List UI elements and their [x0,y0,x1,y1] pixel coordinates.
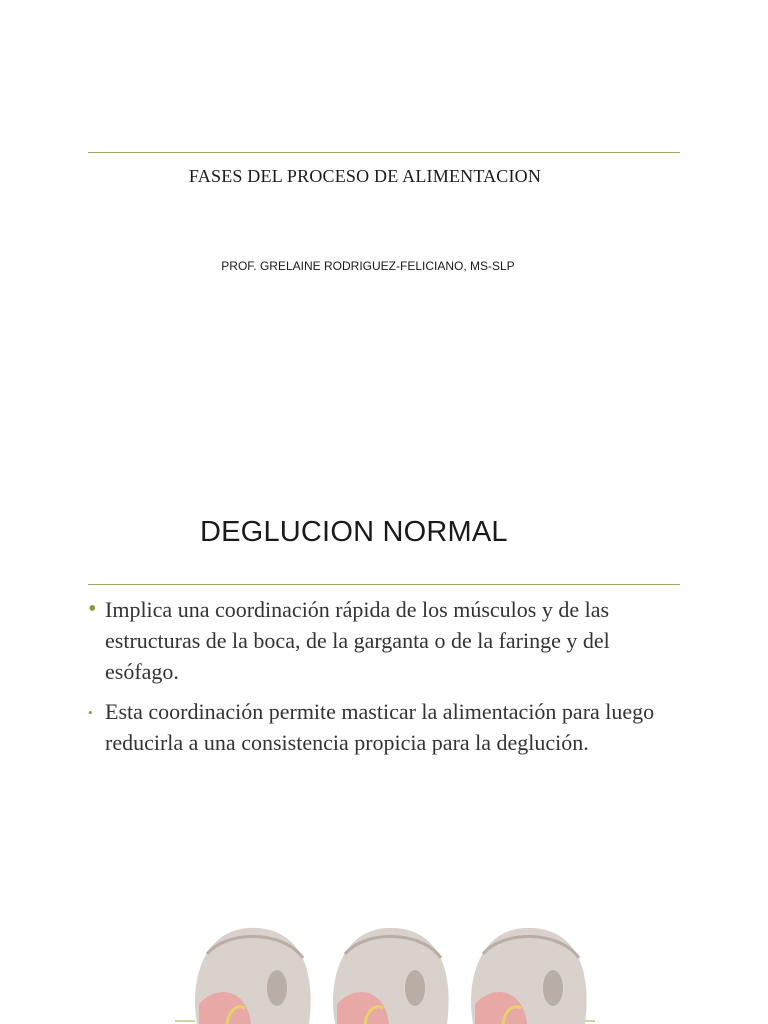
bullet-text: Implica una coordinación rápida de los músculos y de las estructuras de la boca, de la garganta o de la faringe y del esófago. [105,597,610,684]
head-icon [471,928,587,1024]
bullet-text: Esta coordinación permite masticar la alimentación para luego reducirla a una consistencia propicia para la deglución. [105,699,655,755]
bullet-marker: • [88,705,93,720]
bullet-item [88,696,688,758]
presentation-title: FASES DEL PROCESO DE ALIMENTACION [188,166,542,186]
bullet-item [88,594,688,687]
bullet-list [88,594,688,767]
head-icon [333,928,449,1024]
presenter-name: PROF. GRELAINE RODRIGUEZ-FELICIANO, MS-SLP [221,259,515,273]
head-icon [195,928,311,1024]
slide-title: DEGLUCION NORMAL [200,516,508,548]
title-slide [0,0,768,500]
content-slide [0,500,768,1024]
slide-title-rule [88,584,680,585]
title-rule [88,152,680,153]
head-anatomy-illustration [175,918,595,1024]
bullet-marker: • [88,596,97,622]
